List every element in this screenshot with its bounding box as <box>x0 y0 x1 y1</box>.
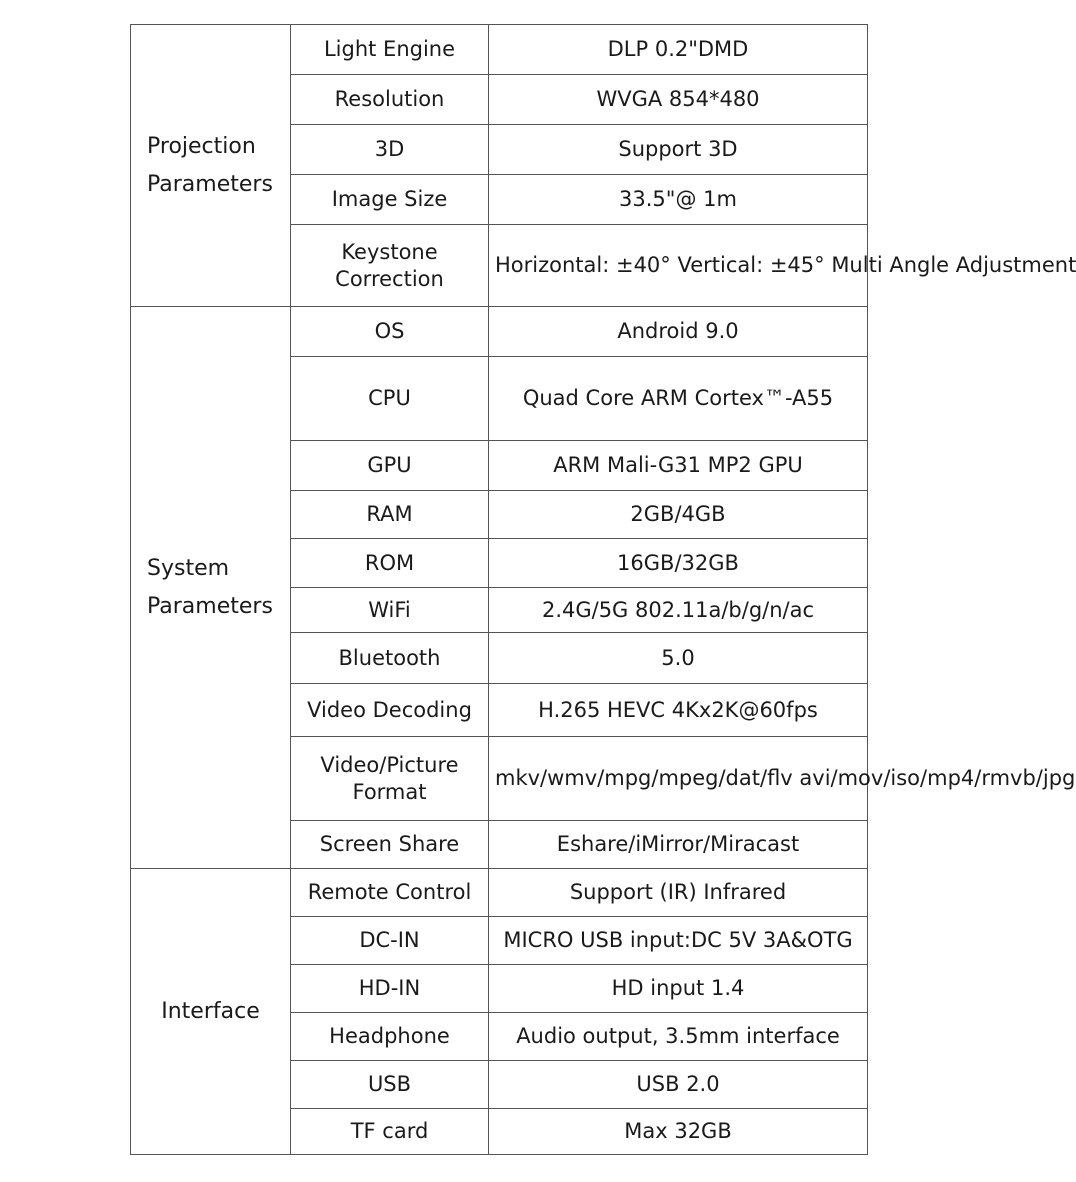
group-system-parameters: System Parameters <box>131 307 291 869</box>
spec-label: Video Decoding <box>291 684 489 737</box>
spec-label: Remote Control <box>291 869 489 917</box>
spec-row <box>131 869 868 917</box>
spec-label: Headphone <box>291 1013 489 1061</box>
spec-value: HD input 1.4 <box>489 965 868 1013</box>
spec-label: ROM <box>291 539 489 588</box>
spec-value: Support 3D <box>489 125 868 175</box>
spec-value: Audio output, 3.5mm interface <box>489 1013 868 1061</box>
spec-label: Image Size <box>291 175 489 225</box>
spec-table <box>130 24 1076 1155</box>
spec-value: 2GB/4GB <box>489 491 868 539</box>
spec-value: Horizontal: ±40° Vertical: ±45° Multi Angle Adjustment <box>489 225 868 307</box>
spec-label: HD-IN <box>291 965 489 1013</box>
spec-label: WiFi <box>291 588 489 633</box>
spec-value: Support (IR) Infrared <box>489 869 868 917</box>
spec-value: 2.4G/5G 802.11a/b/g/n/ac <box>489 588 868 633</box>
spec-value: DLP 0.2"DMD <box>489 25 868 75</box>
spec-label: 3D <box>291 125 489 175</box>
spec-value: MICRO USB input:DC 5V 3A&OTG <box>489 917 868 965</box>
spec-value: Eshare/iMirror/Miracast <box>489 821 868 869</box>
spec-label: USB <box>291 1061 489 1109</box>
spec-label: Screen Share <box>291 821 489 869</box>
spec-row <box>131 25 868 75</box>
spec-value: 33.5"@ 1m <box>489 175 868 225</box>
spec-value: 16GB/32GB <box>489 539 868 588</box>
spec-label: Light Engine <box>291 25 489 75</box>
spec-value: Max 32GB <box>489 1109 868 1155</box>
spec-value: H.265 HEVC 4Kx2K@60fps <box>489 684 868 737</box>
spec-label: RAM <box>291 491 489 539</box>
spec-value: USB 2.0 <box>489 1061 868 1109</box>
group-interface: Interface <box>131 869 291 1155</box>
group-projection-parameters: Projection Parameters <box>131 25 291 307</box>
spec-label: Keystone Correction <box>291 225 489 307</box>
spec-value: ARM Mali-G31 MP2 GPU <box>489 441 868 491</box>
spec-label: OS <box>291 307 489 357</box>
spec-row <box>131 307 868 357</box>
spec-value: mkv/wmv/mpg/mpeg/dat/flv avi/mov/iso/mp4/rmvb/jpg <box>489 737 868 821</box>
spec-label: TF card <box>291 1109 489 1155</box>
spec-label: Video/Picture Format <box>291 737 489 821</box>
spec-label: DC-IN <box>291 917 489 965</box>
spec-value: Quad Core ARM Cortex™-A55 <box>489 357 868 441</box>
spec-label: Resolution <box>291 75 489 125</box>
spec-value: 5.0 <box>489 633 868 684</box>
spec-label: Bluetooth <box>291 633 489 684</box>
spec-value: WVGA 854*480 <box>489 75 868 125</box>
spec-label: CPU <box>291 357 489 441</box>
spec-label: GPU <box>291 441 489 491</box>
spec-value: Android 9.0 <box>489 307 868 357</box>
